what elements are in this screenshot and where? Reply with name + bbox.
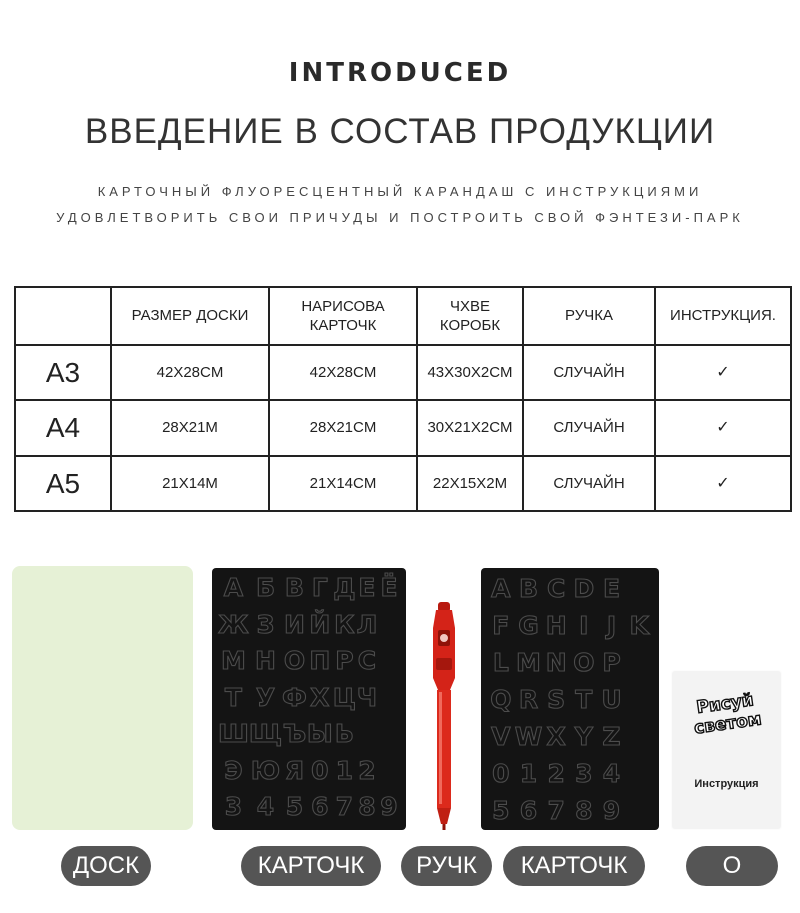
card-letter: E [602,574,621,603]
card-letter: F [492,611,510,640]
card-letter [356,716,378,753]
card-letter [378,753,400,790]
card-letter: D [573,574,595,603]
card-letter: 4 [256,792,275,822]
card-letter: Р [335,646,354,676]
card-letter: Ё [380,573,398,602]
card-letter: Т [224,682,242,712]
card-letter: W [514,722,543,751]
card-letter: 5 [492,796,510,825]
check-icon: ✓ [655,456,791,512]
card-letter: 2 [547,759,565,788]
card-letter: М [221,646,246,676]
card-letter: 1 [335,755,354,785]
header-board-size: РАЗМЕР ДОСКИ [111,287,269,345]
booklet-title: Инструкция [694,778,759,790]
card-letter: Л [356,609,378,639]
card-letter: T [575,685,593,714]
cell-pen: СЛУЧАЙН [523,400,655,455]
card-letter [378,716,400,753]
card-letter: C [546,574,566,603]
cell-pen: СЛУЧАЙН [523,345,655,400]
card-letter: 9 [602,796,621,825]
card-letter: Н [255,646,276,676]
card-letter [378,607,400,644]
row-size: A3 [15,345,111,400]
card-letter: О [283,646,306,676]
cell-pen: СЛУЧАЙН [523,456,655,512]
card-letter: П [309,646,331,676]
cell-box-size: 43X30X2CM [417,345,523,400]
table-header-row [15,287,791,345]
card-letter: Х [310,682,330,712]
card-letter: B [518,574,539,603]
label-booklet: О [686,846,778,886]
row-size: A4 [15,400,111,455]
card-letter: K [629,611,649,640]
card-letter: 9 [380,792,398,822]
card-letter: I [579,611,589,640]
subtitle-line-1: КАРТОЧНЫЙ ФЛУОРЕСЦЕНТНЫЙ КАРАНДАШ С ИНСТРУКЦИЯМИ [97,184,703,199]
uv-pen-image [426,600,462,832]
card-letter: Ы [306,719,333,749]
header-instruction: ИНСТРУКЦИЯ. [655,287,791,345]
card-letter: Ъ [282,719,307,749]
card-letter: 6 [311,792,329,822]
header-cell-empty [15,287,111,345]
card-letter: 5 [285,792,304,822]
card-letter: 7 [547,796,565,825]
card-letter: Ю [250,755,281,785]
card-letter: 2 [358,755,376,785]
header-drawing-card: НАРИСОВА КАРТОЧК [269,287,417,345]
card-letter: Z [602,722,621,751]
card-letter: U [601,685,622,714]
card-letter [625,570,653,607]
header-box: ЧХВЕ КОРОБК [417,287,523,345]
card-letter [625,718,653,755]
russian-letter-grid [218,570,400,826]
card-letter: N [545,648,567,677]
card-letter: H [545,611,567,640]
cell-box-size: 30X21X2CM [417,400,523,455]
cell-card-size: 21X14CM [269,456,417,512]
card-letter: 8 [575,796,593,825]
card-letter: 3 [575,759,593,788]
cell-board-size: 21X14M [111,456,269,512]
card-letter: 3 [224,792,243,822]
card-letter: Ж [218,609,249,639]
card-letter: Щ [248,719,283,749]
table-row [15,400,791,455]
card-letter: Y [574,722,593,751]
card-letter: И [283,609,305,639]
card-letter [625,644,653,681]
booklet-logo: Рисуй светом [692,690,763,739]
card-letter: J [606,611,617,640]
card-letter: R [518,685,539,714]
card-letter: С [357,646,377,676]
header-pen: РУЧКА [523,287,655,345]
card-letter: Ь [334,719,354,749]
card-letter: 0 [492,759,510,788]
card-letter [625,681,653,718]
card-letter: В [284,573,304,602]
card-letter: 4 [602,759,621,788]
card-letter: 1 [519,759,538,788]
card-letter [625,755,653,792]
card-letter: M [516,648,541,677]
card-letter: O [573,648,595,677]
subtitle-line-2: УДОВЛЕТВОРИТЬ СВОИ ПРИЧУДЫ И ПОСТРОИТЬ СВОЙ ФЭНТЕЗИ-ПАРК [56,210,744,225]
spec-table [14,286,792,512]
card-letter: Й [309,609,331,639]
card-letter [625,792,653,829]
label-card-en: КАРТОЧК [503,846,645,886]
card-letter: Ш [218,719,249,749]
row-size: A5 [15,456,111,512]
label-pen: РУЧК [401,846,492,886]
card-letter: З [256,609,275,639]
card-letter: А [223,573,244,602]
cell-box-size: 22X15X2M [417,456,523,512]
card-letter: 6 [519,796,538,825]
english-alphabet-card-image [481,568,659,830]
cell-card-size: 42X28CM [269,345,417,400]
card-letter: 0 [311,755,329,785]
card-letter: Д [333,573,356,602]
russian-alphabet-card-image [212,568,406,830]
card-letter: Е [358,573,376,602]
card-letter: Г [311,573,328,602]
check-icon: ✓ [655,400,791,455]
table-row [15,456,791,512]
card-letter [378,643,400,680]
cell-board-size: 28X21M [111,400,269,455]
card-letter: S [547,685,566,714]
card-letter: 8 [358,792,376,822]
card-letter: К [334,609,355,639]
title-russian: ВВЕДЕНИЕ В СОСТАВ ПРОДУКЦИИ [84,112,716,151]
card-letter: У [255,682,276,712]
card-letter: P [602,648,621,677]
fluorescent-board-image [12,566,193,830]
card-letter: L [492,648,509,677]
card-letter: Б [255,573,275,602]
label-board: ДОСК [61,846,151,886]
card-letter: Ч [356,682,378,712]
check-icon: ✓ [655,345,791,400]
english-letter-grid [487,570,653,826]
cell-board-size: 42X28CM [111,345,269,400]
card-letter [378,680,400,717]
label-card-ru: КАРТОЧК [241,846,381,886]
card-letter: G [518,611,539,640]
card-letter: A [491,574,511,603]
card-letter: 7 [335,792,354,822]
table-row [15,345,791,400]
card-letter: V [491,722,511,751]
card-letter: Э [224,755,243,785]
card-letter: X [546,722,566,751]
card-letter: Q [490,685,512,714]
cell-card-size: 28X21CM [269,400,417,455]
card-letter: Я [284,755,305,785]
title-english: INTRODUCED [288,58,512,88]
instruction-booklet-image [673,672,780,828]
card-letter: Ф [282,682,307,712]
card-letter: Ц [332,682,356,712]
